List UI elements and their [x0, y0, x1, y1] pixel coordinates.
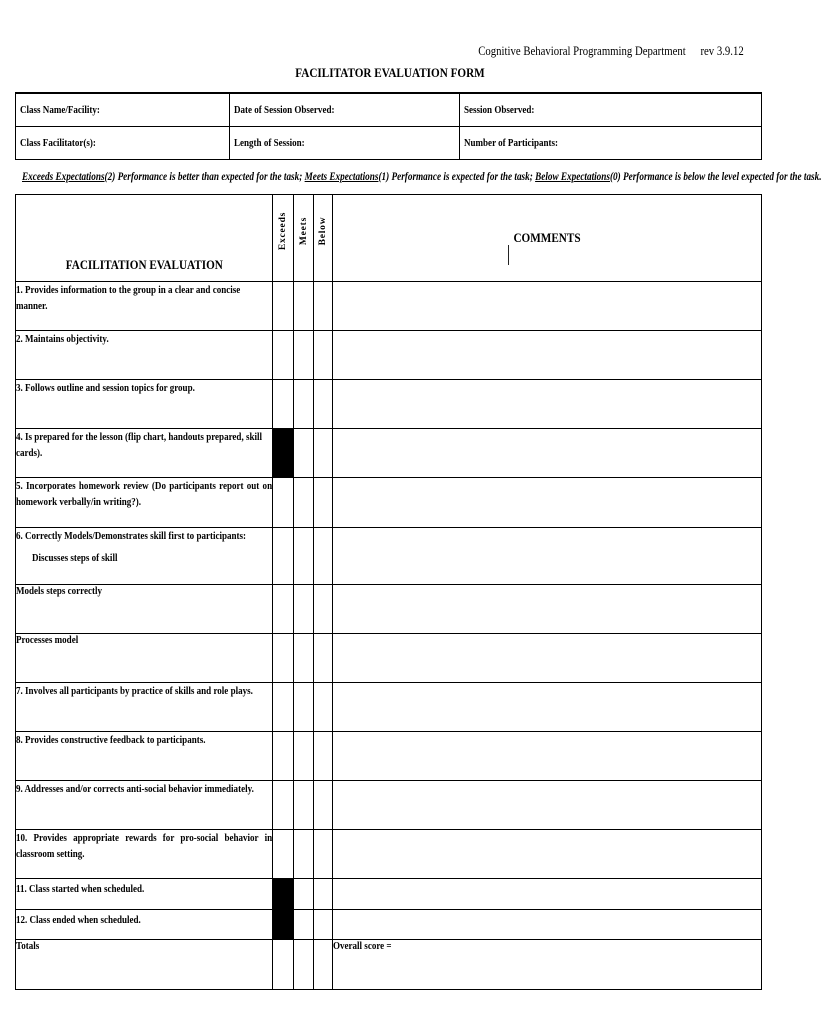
below-checkbox[interactable]: [314, 380, 333, 429]
legend-meets-text: (1) Performance is expected for the task;: [378, 171, 536, 183]
sub-criterion-label: Discusses steps of skill: [32, 552, 118, 564]
meets-checkbox[interactable]: [294, 732, 314, 781]
meets-checkbox[interactable]: [294, 585, 314, 634]
exceeds-checkbox[interactable]: [273, 732, 294, 781]
below-checkbox[interactable]: [314, 879, 333, 910]
meets-checkbox[interactable]: [294, 429, 314, 478]
table-row: [16, 282, 762, 331]
below-checkbox[interactable]: [314, 634, 333, 683]
below-total[interactable]: [314, 940, 333, 990]
legend-exceeds-label: Exceeds Expectations: [22, 171, 105, 183]
exceeds-checkbox[interactable]: [273, 380, 294, 429]
meets-column-header: Meets: [294, 195, 314, 282]
comment-cell[interactable]: [333, 528, 762, 585]
exceeds-checkbox[interactable]: [273, 830, 294, 879]
form-title: FACILITATOR EVALUATION FORM: [295, 65, 485, 80]
below-column-header: Below: [314, 195, 333, 282]
meets-checkbox[interactable]: [294, 282, 314, 331]
table-row: [16, 585, 762, 634]
table-row: [16, 429, 762, 478]
comments-column-header: COMMENTS: [333, 195, 762, 282]
criterion-label: 12. Class ended when scheduled.: [16, 910, 273, 940]
comment-cell[interactable]: [333, 634, 762, 683]
below-checkbox[interactable]: [314, 478, 333, 528]
comment-cell[interactable]: [333, 683, 762, 732]
below-checkbox[interactable]: [314, 732, 333, 781]
session-observed-field[interactable]: [460, 93, 762, 127]
comment-cell[interactable]: [333, 830, 762, 879]
exceeds-column-header: Exceeds: [273, 195, 294, 282]
table-row: [16, 478, 762, 528]
department-name: Cognitive Behavioral Programming Department: [478, 44, 686, 58]
class-name-field[interactable]: [16, 93, 230, 127]
table-row: [16, 528, 762, 585]
document-header: [478, 44, 744, 59]
exceeds-checkbox[interactable]: [273, 585, 294, 634]
length-field[interactable]: [230, 127, 460, 160]
exceeds-total[interactable]: [273, 940, 294, 990]
comment-cell[interactable]: [333, 910, 762, 940]
table-row: [16, 879, 762, 910]
criterion-label: 10. Provides appropriate rewards for pro-social behavior in classroom setting.: [16, 830, 273, 879]
text-cursor: [508, 245, 509, 265]
session-observed-label: Session Observed:: [464, 104, 535, 116]
criterion-label: 7. Involves all participants by practice of skills and role plays.: [16, 683, 273, 732]
session-info-table: [15, 92, 762, 160]
table-row: [16, 910, 762, 940]
table-row: [16, 380, 762, 429]
sub-criterion-label: Models steps correctly: [16, 585, 273, 634]
comment-cell[interactable]: [333, 478, 762, 528]
criterion-label: 11. Class started when scheduled.: [16, 879, 273, 910]
legend-below-text: (0) Performance is below the level expected for the task.: [609, 171, 822, 183]
evaluation-table: [15, 194, 762, 990]
meets-checkbox[interactable]: [294, 781, 314, 830]
below-checkbox[interactable]: [314, 528, 333, 585]
below-checkbox[interactable]: [314, 830, 333, 879]
participants-label: Number of Participants:: [464, 137, 559, 149]
below-checkbox[interactable]: [314, 331, 333, 380]
comment-cell[interactable]: [333, 585, 762, 634]
date-observed-label: Date of Session Observed:: [234, 104, 335, 116]
below-checkbox[interactable]: [314, 781, 333, 830]
exceeds-checkbox[interactable]: [273, 478, 294, 528]
exceeds-checkbox[interactable]: [273, 634, 294, 683]
criterion-label: 3. Follows outline and session topics for group.: [16, 380, 273, 429]
meets-checkbox[interactable]: [294, 830, 314, 879]
meets-checkbox[interactable]: [294, 879, 314, 910]
rating-legend: [22, 171, 822, 183]
exceeds-checkbox[interactable]: [273, 781, 294, 830]
table-row: [16, 331, 762, 380]
table-row: [16, 732, 762, 781]
meets-checkbox[interactable]: [294, 528, 314, 585]
meets-checkbox[interactable]: [294, 478, 314, 528]
facilitation-evaluation-heading: FACILITATION EVALUATION: [16, 195, 273, 282]
revision-label: rev 3.9.12: [700, 44, 744, 58]
below-checkbox[interactable]: [314, 429, 333, 478]
meets-checkbox[interactable]: [294, 634, 314, 683]
comment-cell[interactable]: [333, 732, 762, 781]
legend-meets-label: Meets Expectations: [304, 171, 379, 183]
legend-below-label: Below Expectations: [535, 171, 610, 183]
comment-cell[interactable]: [333, 879, 762, 910]
meets-total[interactable]: [294, 940, 314, 990]
exceeds-checkbox[interactable]: [273, 282, 294, 331]
comment-cell[interactable]: [333, 429, 762, 478]
comment-cell[interactable]: [333, 781, 762, 830]
comment-cell[interactable]: [333, 282, 762, 331]
below-checkbox[interactable]: [314, 910, 333, 940]
below-checkbox[interactable]: [314, 282, 333, 331]
class-name-label: Class Name/Facility:: [20, 104, 100, 116]
totals-label: Totals: [16, 940, 273, 990]
criterion-label: 8. Provides constructive feedback to participants.: [16, 732, 273, 781]
meets-checkbox[interactable]: [294, 380, 314, 429]
below-checkbox[interactable]: [314, 683, 333, 732]
date-observed-field[interactable]: [230, 93, 460, 127]
criterion-label: 9. Addresses and/or corrects anti-social behavior immediately.: [16, 781, 273, 830]
totals-row: [16, 940, 762, 990]
criterion-label: 5. Incorporates homework review (Do participants report out on homework verbally/in writing?).: [16, 478, 273, 528]
legend-exceeds-text: (2) Performance is better than expected for the task;: [104, 171, 305, 183]
exceeds-checkbox[interactable]: [273, 683, 294, 732]
table-row: [16, 634, 762, 683]
length-label: Length of Session:: [234, 137, 305, 149]
criterion-label: 1. Provides information to the group in a clear and concise manner.: [16, 282, 273, 331]
comment-cell[interactable]: [333, 331, 762, 380]
disabled-exceeds-cell: [273, 429, 294, 478]
table-header-row: [16, 195, 762, 282]
comment-cell[interactable]: [333, 380, 762, 429]
criterion-label: 2. Maintains objectivity.: [16, 331, 273, 380]
disabled-exceeds-cell: [273, 879, 294, 910]
facilitators-label: Class Facilitator(s):: [20, 137, 96, 149]
exceeds-checkbox[interactable]: [273, 331, 294, 380]
sub-criterion-label: Processes model: [16, 634, 273, 683]
table-row: [16, 683, 762, 732]
participants-field[interactable]: [460, 127, 762, 160]
criterion-label: 6. Correctly Models/Demonstrates skill first to participants: Discusses steps of skill: [16, 528, 273, 585]
table-row: [16, 781, 762, 830]
overall-score-label: Overall score =: [333, 940, 392, 952]
facilitators-field[interactable]: [16, 127, 230, 160]
below-checkbox[interactable]: [314, 585, 333, 634]
criterion-label: 4. Is prepared for the lesson (flip chart, handouts prepared, skill cards).: [16, 429, 273, 478]
overall-score-field[interactable]: [333, 940, 762, 990]
table-row: [16, 830, 762, 879]
meets-checkbox[interactable]: [294, 331, 314, 380]
meets-checkbox[interactable]: [294, 683, 314, 732]
meets-checkbox[interactable]: [294, 910, 314, 940]
disabled-exceeds-cell: [273, 910, 294, 940]
